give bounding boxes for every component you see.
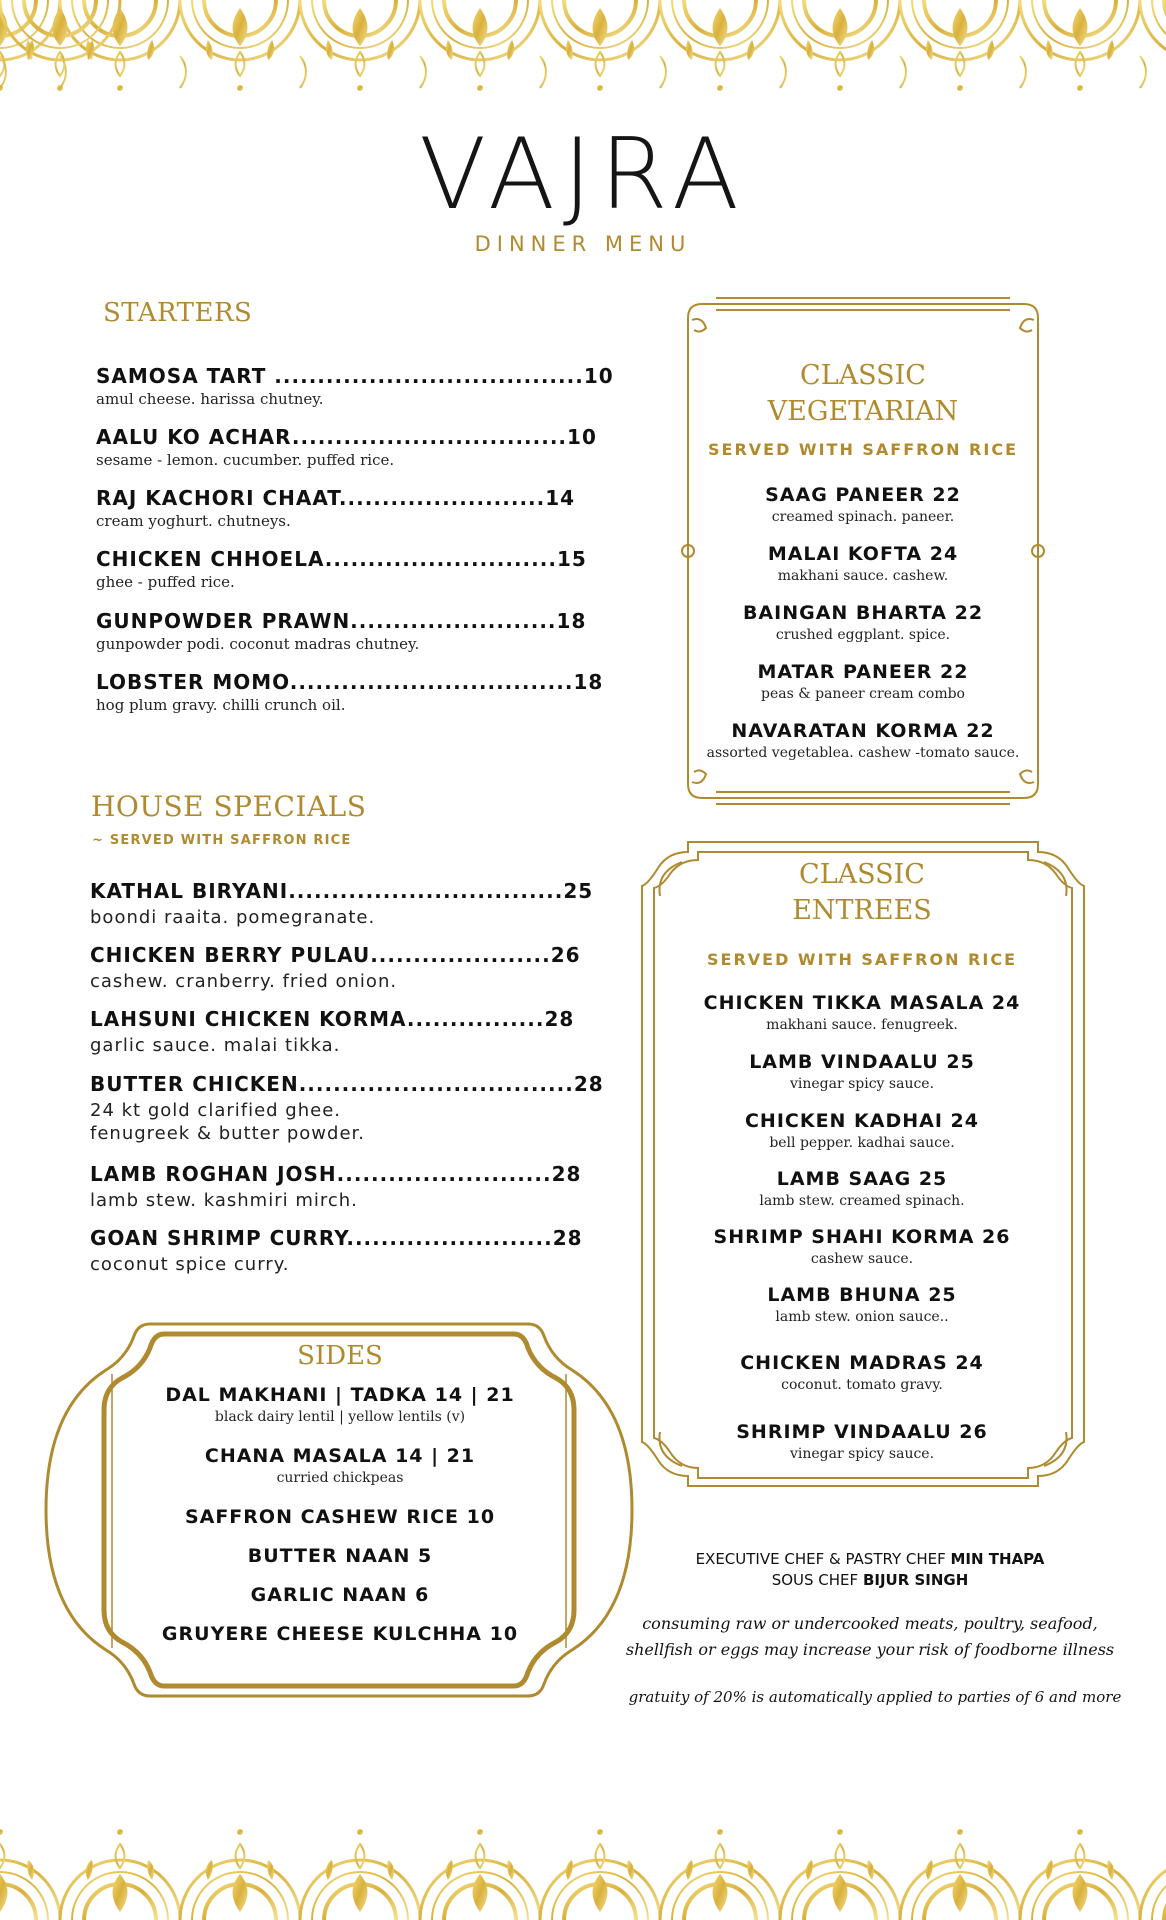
- item-desc: black dairy lentil | yellow lentils (v): [214, 1409, 466, 1425]
- item-desc: amul cheese. harissa chutney.: [96, 390, 324, 408]
- list-item: [90, 1545, 590, 1584]
- item-name: LAMB ROGHAN JOSH.........................28: [90, 1162, 582, 1186]
- item-desc: makhani sauce. fenugreek.: [766, 1017, 958, 1033]
- gratuity-notice: gratuity of 20% is automatically applied to parties of 6 and more: [628, 1688, 1122, 1706]
- food-safety-notice: [620, 1611, 1120, 1663]
- item-name: BUTTER NAAN 5: [247, 1545, 433, 1567]
- item-name: MATAR PANEER 22: [757, 661, 969, 683]
- item-name: LAHSUNI CHICKEN KORMA................28: [90, 1007, 575, 1031]
- list-item: [688, 661, 1038, 720]
- top-ornament-border: [0, 0, 1166, 100]
- item-desc: peas & paneer cream combo: [760, 686, 965, 702]
- item-name: LOBSTER MOMO.................................18: [96, 670, 604, 694]
- item-desc: lamb stew. onion sauce..: [775, 1309, 949, 1325]
- notice-line-1: consuming raw or undercooked meats, poultry, seafood,: [642, 1614, 1098, 1633]
- item-desc: boondi raaita. pomegranate.: [90, 907, 376, 928]
- list-item: [662, 1284, 1062, 1352]
- list-item: [662, 1226, 1062, 1284]
- vegetarian-title-line1: CLASSIC: [800, 360, 926, 391]
- list-item: [688, 484, 1038, 543]
- item-name: CHICKEN MADRAS 24: [740, 1352, 984, 1374]
- entrees-title-line1: CLASSIC: [799, 859, 925, 890]
- item-desc: cashew sauce.: [810, 1251, 914, 1267]
- item-name: GRUYERE CHEESE KULCHHA 10: [161, 1623, 519, 1645]
- entrees-title: [662, 857, 1062, 929]
- list-item: [96, 425, 597, 469]
- list-item: [96, 609, 586, 653]
- list-item: [90, 1623, 590, 1662]
- item-desc: hog plum gravy. chilli crunch oil.: [96, 696, 346, 714]
- item-desc: sesame - lemon. cucumber. puffed rice.: [96, 451, 395, 469]
- list-item: [688, 720, 1038, 779]
- list-item: [96, 547, 587, 591]
- item-name: SHRIMP SHAHI KORMA 26: [713, 1226, 1011, 1248]
- list-item: [90, 1384, 590, 1445]
- list-item: [90, 1506, 590, 1545]
- list-item: [90, 1162, 581, 1211]
- item-name: CHICKEN BERRY PULAU.....................26: [90, 943, 581, 967]
- vegetarian-title: [688, 358, 1038, 430]
- item-name: SAMOSA TART ....................................10: [96, 364, 614, 388]
- item-desc: crushed eggplant. spice.: [775, 627, 951, 643]
- item-name: SAFFRON CASHEW RICE 10: [184, 1506, 496, 1528]
- starters-title: STARTERS: [103, 298, 253, 328]
- item-name: LAMB BHUNA 25: [767, 1284, 957, 1306]
- list-item: [688, 543, 1038, 602]
- item-desc: cream yoghurt. chutneys.: [96, 512, 291, 530]
- item-name: SHRIMP VINDAALU 26: [736, 1421, 988, 1443]
- executive-chef-label: EXECUTIVE CHEF & PASTRY CHEF: [695, 1550, 951, 1568]
- list-item: [662, 1110, 1062, 1168]
- item-name: CHANA MASALA 14 | 21: [204, 1445, 476, 1467]
- list-item: [90, 1445, 590, 1506]
- item-name: LAMB SAAG 25: [776, 1168, 948, 1190]
- executive-chef-line: [630, 1550, 1110, 1568]
- item-desc: bell pepper. kadhai sauce.: [769, 1135, 955, 1151]
- item-desc: vinegar spicy sauce.: [789, 1446, 935, 1462]
- menu-subtitle: DINNER MENU: [474, 232, 692, 256]
- item-desc: cashew. cranberry. fried onion.: [90, 971, 398, 992]
- entrees-list: [662, 992, 1062, 1479]
- item-desc: curried chickpeas: [276, 1470, 404, 1486]
- sides-list: [90, 1384, 590, 1662]
- item-name: DAL MAKHANI | TADKA 14 | 21: [165, 1384, 515, 1406]
- list-item: [688, 602, 1038, 661]
- list-item: [662, 1352, 1062, 1421]
- item-name: SAAG PANEER 22: [765, 484, 961, 506]
- item-desc: lamb stew. kashmiri mirch.: [90, 1190, 358, 1211]
- item-name: RAJ KACHORI CHAAT........................14: [96, 486, 576, 510]
- list-item: [90, 879, 593, 928]
- item-desc: lamb stew. creamed spinach.: [759, 1193, 965, 1209]
- item-name: GOAN SHRIMP CURRY........................28: [90, 1226, 583, 1250]
- restaurant-name: VAJRA: [419, 118, 747, 232]
- notice-line-2: shellfish or eggs may increase your risk of foodborne illness: [625, 1640, 1115, 1659]
- item-desc: creamed spinach. paneer.: [771, 509, 955, 525]
- item-desc: assorted vegetablea. cashew -tomato sauce.: [706, 745, 1020, 761]
- vegetarian-list: [688, 484, 1038, 779]
- mandala-pattern-icon: [0, 0, 1166, 100]
- list-item: [90, 943, 581, 992]
- chef-credits: [630, 1550, 1110, 1589]
- item-desc: ghee - puffed rice.: [96, 573, 235, 591]
- item-desc: fenugreek & butter powder.: [90, 1123, 365, 1144]
- item-name: CHICKEN TIKKA MASALA 24: [703, 992, 1021, 1014]
- list-item: [90, 1007, 574, 1056]
- list-item: [662, 1421, 1062, 1479]
- entrees-title-line2: ENTREES: [792, 895, 932, 926]
- list-item: [90, 1072, 604, 1144]
- item-name: MALAI KOFTA 24: [767, 543, 959, 565]
- house-specials-title: HOUSE SPECIALS: [91, 790, 367, 823]
- item-desc: garlic sauce. malai tikka.: [90, 1035, 341, 1056]
- item-name: KATHAL BIRYANI................................25: [90, 879, 594, 903]
- list-item: [96, 670, 603, 714]
- item-desc: vinegar spicy sauce.: [789, 1076, 935, 1092]
- item-name: BAINGAN BHARTA 22: [742, 602, 984, 624]
- executive-chef-name: MIN THAPA: [950, 1550, 1045, 1568]
- item-name: NAVARATAN KORMA 22: [731, 720, 995, 742]
- entrees-note: SERVED WITH SAFFRON RICE: [706, 950, 1017, 969]
- item-desc: gunpowder podi. coconut madras chutney.: [96, 635, 420, 653]
- list-item: [96, 486, 575, 530]
- vegetarian-note: SERVED WITH SAFFRON RICE: [707, 440, 1018, 459]
- item-desc: coconut spice curry.: [90, 1254, 290, 1275]
- sous-chef-label: SOUS CHEF: [771, 1571, 863, 1589]
- list-item: [90, 1584, 590, 1623]
- item-name: CHICKEN CHHOELA...........................15: [96, 547, 587, 571]
- item-name: CHICKEN KADHAI 24: [744, 1110, 979, 1132]
- list-item: [662, 1051, 1062, 1110]
- item-name: GARLIC NAAN 6: [250, 1584, 430, 1606]
- house-specials-note: ~ SERVED WITH SAFFRON RICE: [92, 833, 352, 848]
- list-item: [662, 1168, 1062, 1226]
- item-desc: coconut. tomato gravy.: [781, 1377, 943, 1393]
- mandala-pattern-icon: [0, 1820, 1166, 1920]
- sides-title: SIDES: [297, 1341, 383, 1371]
- bottom-ornament-border: [0, 1820, 1166, 1920]
- list-item: [90, 1226, 583, 1275]
- vegetarian-title-line2: VEGETARIAN: [767, 396, 959, 427]
- list-item: [662, 992, 1062, 1051]
- list-item: [96, 364, 614, 408]
- item-name: AALU KO ACHAR................................10: [96, 425, 597, 449]
- item-name: BUTTER CHICKEN................................28: [90, 1072, 604, 1096]
- sous-chef-line: [630, 1571, 1110, 1589]
- item-desc: 24 kt gold clarified ghee.: [90, 1100, 342, 1121]
- sous-chef-name: BIJUR SINGH: [862, 1571, 969, 1589]
- item-desc: makhani sauce. cashew.: [777, 568, 949, 584]
- item-name: GUNPOWDER PRAWN........................18: [96, 609, 587, 633]
- item-name: LAMB VINDAALU 25: [749, 1051, 975, 1073]
